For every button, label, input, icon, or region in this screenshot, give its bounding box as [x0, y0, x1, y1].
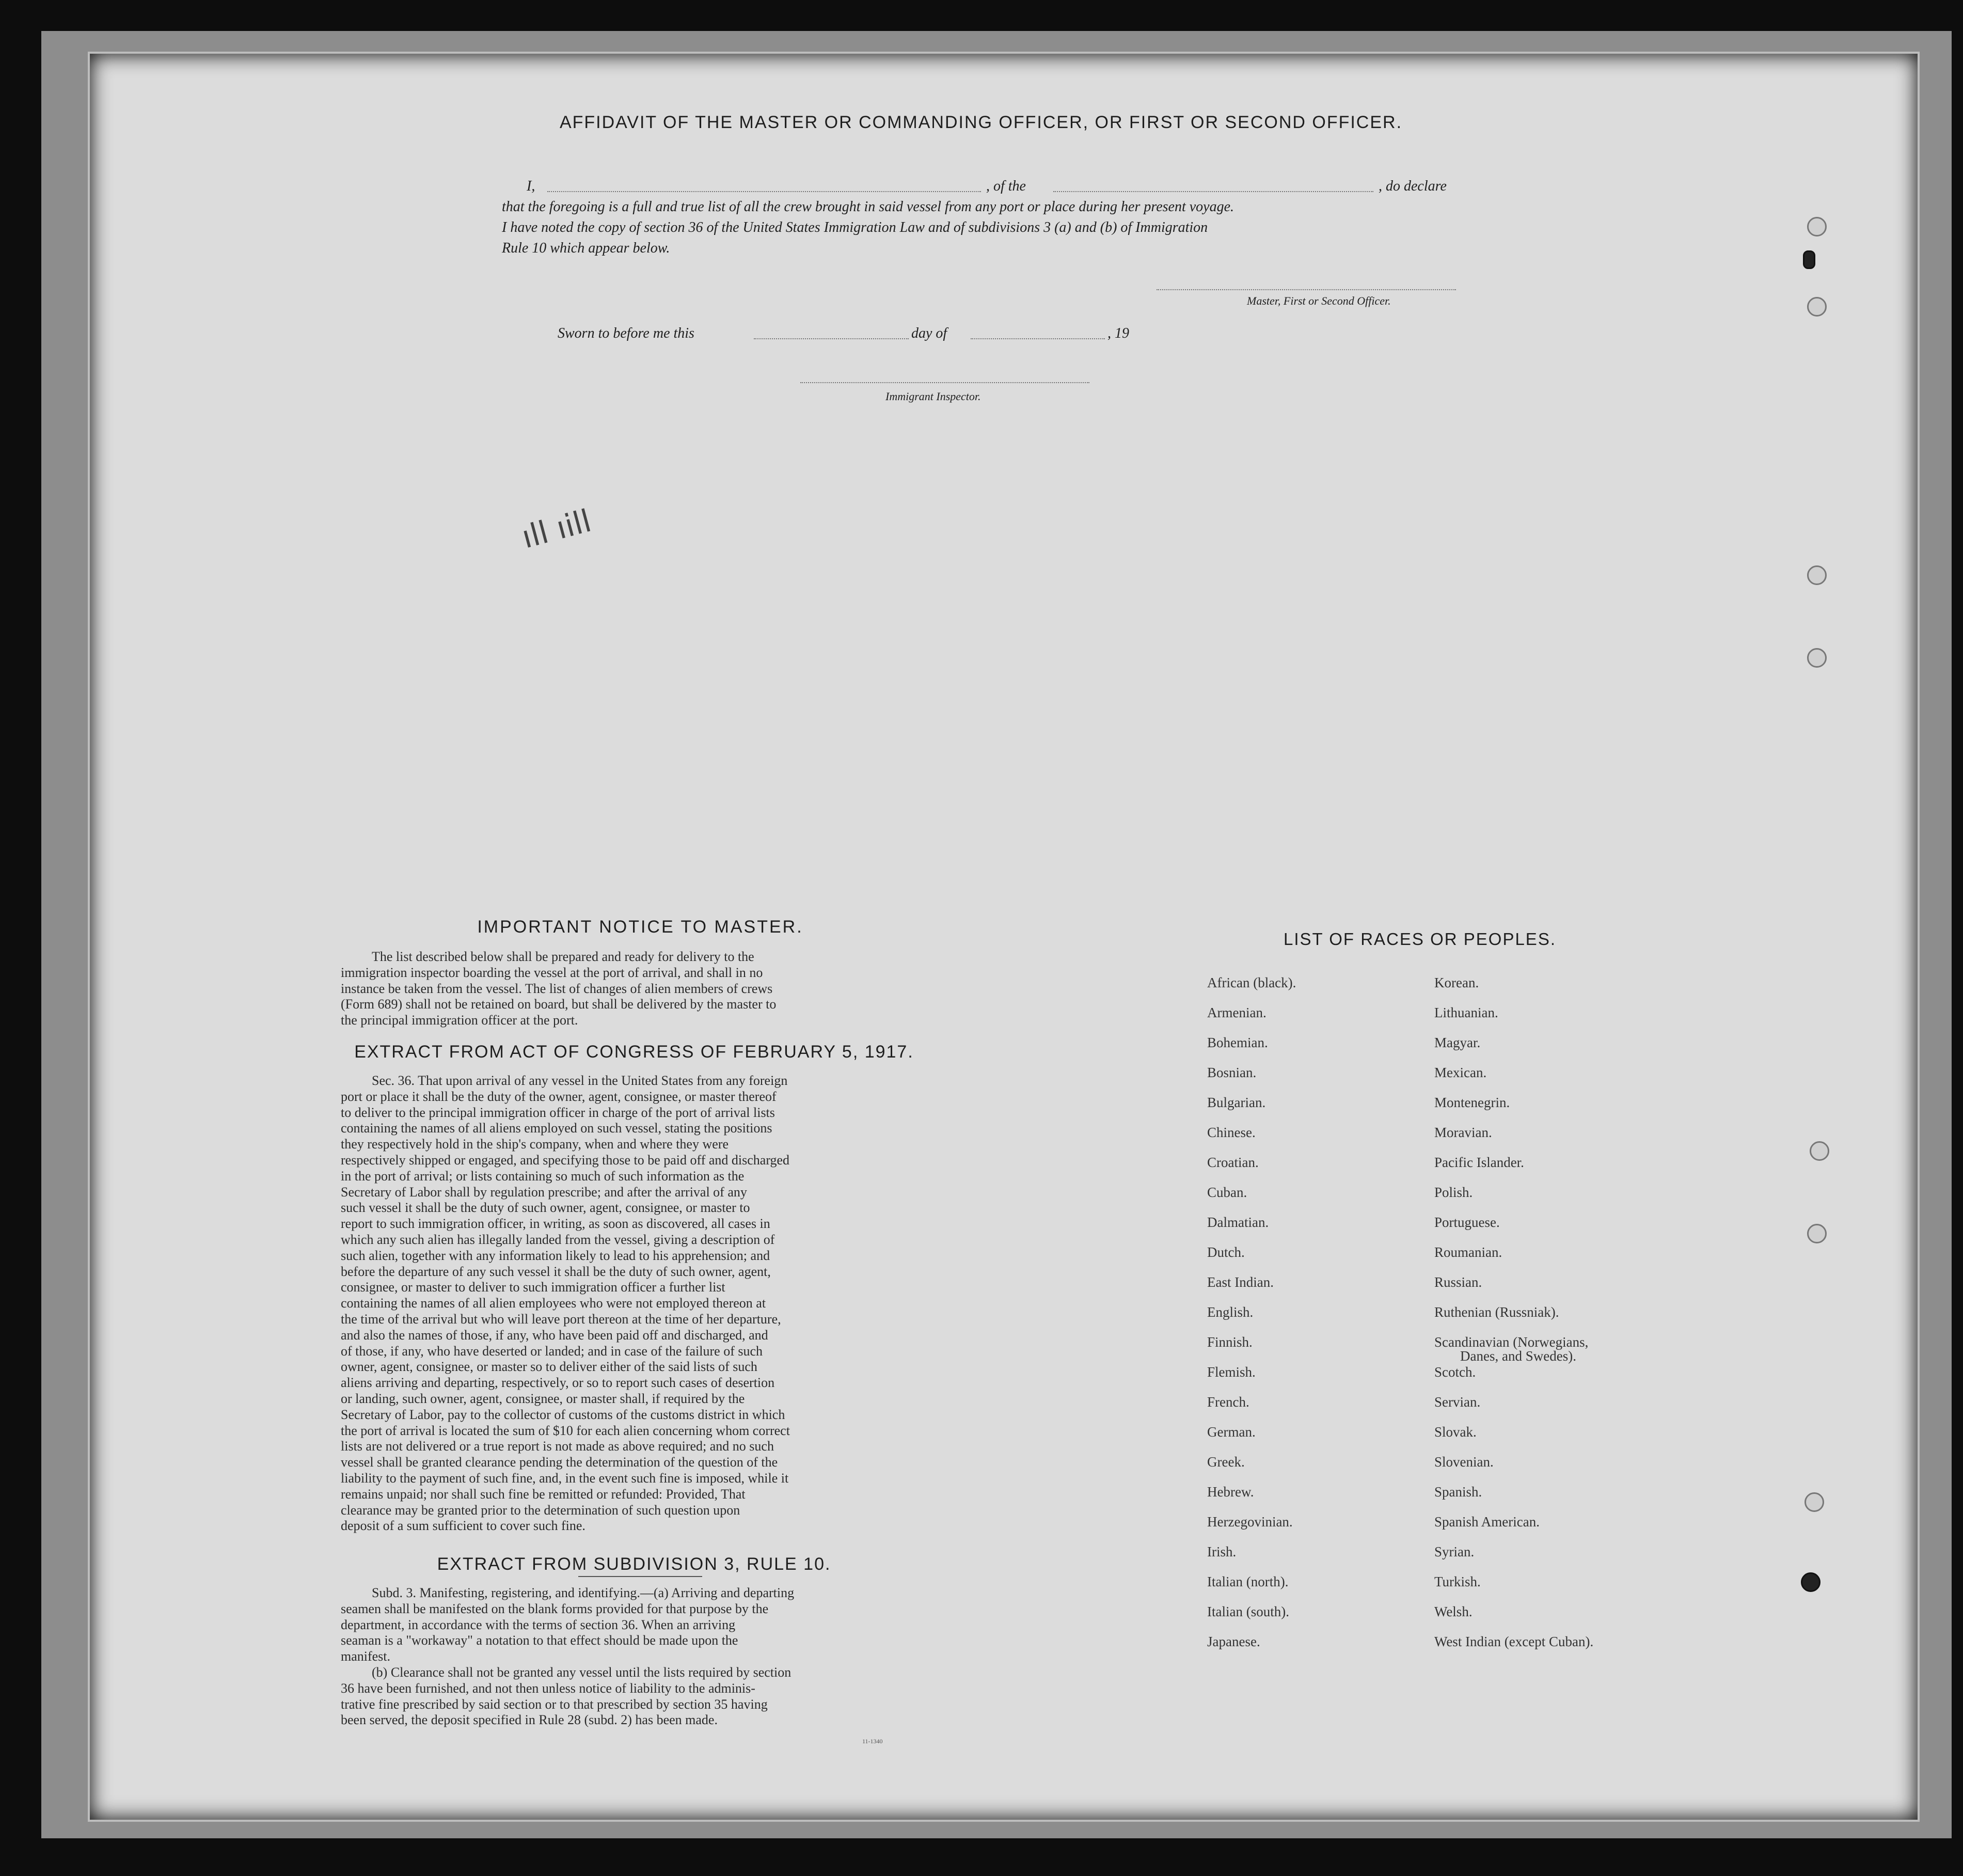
- text-line: (b) Clearance shall not be granted any vessel until the lists required by section: [372, 1664, 791, 1680]
- text-line: and also the names of those, if any, who have been paid off and discharged, and: [341, 1327, 768, 1343]
- text-line: owner, agent, consignee, or master so to deliver either of the said lists of such: [341, 1359, 757, 1375]
- text-line: trative fine prescribed by said section or to that prescribed by section 35 having: [341, 1696, 768, 1712]
- extract-act-title: EXTRACT FROM ACT OF CONGRESS OF FEBRUARY 5, 1917.: [354, 1042, 914, 1062]
- race-label: Mexican.: [1434, 1065, 1487, 1080]
- text-line: containing the names of all aliens employed on such vessel, stating the positions: [341, 1121, 772, 1136]
- notice-body: [341, 949, 927, 1029]
- race-item: [1434, 1484, 1661, 1514]
- punch-hole: [1810, 1141, 1829, 1161]
- text-line: remains unpaid; nor shall such fine be remitted or refunded: Provided, That: [341, 1486, 746, 1502]
- race-label: Dutch.: [1207, 1244, 1245, 1260]
- year-text: , 19: [1107, 325, 1129, 341]
- text-line: vessel shall be granted clearance pending the determination of the question of the: [341, 1455, 778, 1470]
- race-item: [1434, 1454, 1661, 1484]
- text-line: they respectively hold in the ship's company, when and where they were: [341, 1137, 729, 1152]
- text-line: Secretary of Labor shall by regulation prescribe; and after the arrival of any: [341, 1184, 747, 1200]
- race-label: Japanese.: [1207, 1634, 1260, 1649]
- race-label: Magyar.: [1434, 1035, 1481, 1050]
- race-item: [1207, 1394, 1424, 1424]
- title-underline: [578, 1576, 702, 1577]
- race-label: Servian.: [1434, 1394, 1481, 1410]
- race-item: [1207, 1005, 1424, 1035]
- inspector-signature-line[interactable]: [800, 382, 1089, 383]
- text-line: seamen shall be manifested on the blank forms provided for that purpose by the: [341, 1601, 769, 1616]
- text-line: the port of arrival is located the sum of $10 for each alien concerning whom correct: [341, 1423, 790, 1438]
- race-item: [1434, 1274, 1661, 1304]
- race-label: Portuguese.: [1434, 1215, 1500, 1230]
- text-line: before the departure of any such vessel it shall be the duty of such owner, agent,: [341, 1264, 771, 1279]
- race-item: [1207, 1334, 1424, 1364]
- race-label: African (black).: [1207, 975, 1296, 990]
- text-line: department, in accordance with the terms of section 36. When an arriving: [341, 1617, 736, 1632]
- punch-hole: [1807, 648, 1827, 668]
- race-label: English.: [1207, 1304, 1254, 1320]
- race-item: [1207, 1065, 1424, 1095]
- race-item: [1434, 1185, 1661, 1215]
- punch-hole: [1803, 250, 1815, 269]
- text-line: such vessel it shall be the duty of such owner, agent, consignee, or master to: [341, 1200, 750, 1216]
- race-label-continued: Danes, and Swedes).: [1460, 1348, 1576, 1364]
- race-item: [1434, 1424, 1661, 1454]
- race-label: Pacific Islander.: [1434, 1155, 1524, 1170]
- race-item: [1207, 1604, 1424, 1634]
- master-signature-line[interactable]: [1157, 289, 1456, 290]
- text-line: lists are not delivered or a true report is not made as above required; and no such: [341, 1439, 774, 1454]
- text-line: port or place it shall be the duty of the owner, agent, consignee, or master thereof: [341, 1089, 777, 1104]
- text-line: report to such immigration officer, in writing, as soon as discovered, all cases in: [341, 1216, 770, 1232]
- extract-act-body: [341, 1073, 927, 1534]
- race-item: [1207, 1454, 1424, 1484]
- races-left-column: [1207, 975, 1424, 1664]
- race-label: Italian (south).: [1207, 1604, 1289, 1619]
- race-label: Herzegovinian.: [1207, 1514, 1293, 1530]
- races-title: LIST OF RACES OR PEOPLES.: [1283, 929, 1557, 949]
- punch-hole: [1807, 297, 1827, 317]
- text-line: 36 have been furnished, and not then unless notice of liability to the adminis-: [341, 1680, 755, 1696]
- race-label: Roumanian.: [1434, 1244, 1502, 1260]
- race-item: [1207, 1095, 1424, 1125]
- extract-rule-title: EXTRACT FROM SUBDIVISION 3, RULE 10.: [437, 1554, 831, 1574]
- race-label: Montenegrin.: [1434, 1095, 1510, 1110]
- race-label: Hebrew.: [1207, 1484, 1254, 1500]
- text-line: Subd. 3. Manifesting, registering, and identifying.—(a) Arriving and departing: [372, 1585, 795, 1600]
- notice-line: immigration inspector boarding the vessel at the port of arrival, and shall in no: [341, 965, 763, 980]
- race-item: [1434, 1304, 1661, 1334]
- race-label: Finnish.: [1207, 1334, 1253, 1350]
- race-item: [1434, 1125, 1661, 1155]
- race-item: [1207, 975, 1424, 1005]
- race-label: Russian.: [1434, 1274, 1482, 1290]
- races-right-column: [1434, 975, 1661, 1664]
- text-line: deposit of a sum sufficient to cover such fine.: [341, 1518, 585, 1534]
- day-field[interactable]: [754, 338, 909, 339]
- notice-line: the principal immigration officer at the port.: [341, 1013, 578, 1028]
- race-item: [1434, 1574, 1661, 1604]
- race-item: [1434, 1604, 1661, 1634]
- race-item: [1207, 1514, 1424, 1544]
- race-item: [1207, 1484, 1424, 1514]
- race-item: [1207, 1364, 1424, 1394]
- race-label: East Indian.: [1207, 1274, 1274, 1290]
- text-line: consignee, or master to deliver to such immigration officer a further list: [341, 1280, 725, 1295]
- race-label: Scotch.: [1434, 1364, 1476, 1380]
- race-label: Korean.: [1434, 975, 1479, 990]
- text-line: liability to the payment of such fine, and, in the event such fine is imposed, while it: [341, 1470, 789, 1486]
- race-label: Ruthenian (Russniak).: [1434, 1304, 1559, 1320]
- notice-line: The list described below shall be prepared and ready for delivery to the: [372, 949, 754, 964]
- notice-line: instance be taken from the vessel. The list of changes of alien members of crews: [341, 981, 773, 996]
- text-line: such alien, together with any information likely to lead to his apprehension; and: [341, 1248, 770, 1263]
- race-item: [1434, 1544, 1661, 1574]
- race-item: [1434, 1334, 1661, 1364]
- notice-line: (Form 689) shall not be retained on board, but shall be delivered by the master to: [341, 997, 777, 1012]
- race-item: [1207, 1244, 1424, 1274]
- race-label: Bulgarian.: [1207, 1095, 1266, 1110]
- text-line: or landing, such owner, agent, consignee, or master shall, if required by the: [341, 1391, 745, 1406]
- race-item: [1207, 1155, 1424, 1185]
- vessel-field[interactable]: [1053, 191, 1373, 192]
- race-item: [1434, 1005, 1661, 1035]
- text-line: respectively shipped or engaged, and specifying those to be paid off and discharged: [341, 1152, 790, 1168]
- race-item: [1207, 1215, 1424, 1244]
- race-label: Italian (north).: [1207, 1574, 1289, 1589]
- punch-hole: [1807, 565, 1827, 585]
- ink-mark: ıll ıill: [518, 502, 595, 556]
- month-field[interactable]: [971, 338, 1105, 339]
- text-line: seaman is a "workaway" a notation to that effect should be made upon the: [341, 1633, 738, 1648]
- race-label: Chinese.: [1207, 1125, 1256, 1140]
- text-line: aliens arriving and departing, respectively, or so to report such cases of desertion: [341, 1375, 775, 1391]
- text-line: Sec. 36. That upon arrival of any vessel in the United States from any foreign: [372, 1073, 788, 1088]
- text-line: containing the names of all alien employees who were not employed thereon at: [341, 1296, 766, 1311]
- race-item: [1207, 1424, 1424, 1454]
- race-label: Slovak.: [1434, 1424, 1477, 1440]
- race-label: French.: [1207, 1394, 1249, 1410]
- race-label: Syrian.: [1434, 1544, 1475, 1559]
- text-line: which any such alien has illegally landed from the vessel, giving a description of: [341, 1232, 775, 1247]
- race-item: [1434, 1065, 1661, 1095]
- affidavit-i: I,: [527, 178, 535, 194]
- race-label: German.: [1207, 1424, 1256, 1440]
- master-caption: Master, First or Second Officer.: [1247, 294, 1391, 307]
- affidavit-line2: that the foregoing is a full and true list of all the crew brought in said vessel from any port or place during her present voyage.: [502, 199, 1234, 215]
- race-label: Scandinavian (Norwegians,: [1434, 1334, 1589, 1350]
- sworn-text: Sworn to before me this: [558, 325, 694, 341]
- text-line: Secretary of Labor, pay to the collector of customs of the customs district in which: [341, 1407, 785, 1422]
- race-item: [1207, 1574, 1424, 1604]
- notice-title: IMPORTANT NOTICE TO MASTER.: [477, 917, 803, 937]
- race-item: [1434, 1364, 1661, 1394]
- race-label: Croatian.: [1207, 1155, 1259, 1170]
- race-item: [1207, 1304, 1424, 1334]
- affidavit-title: AFFIDAVIT OF THE MASTER OR COMMANDING OFFICER, OR FIRST OR SECOND OFFICER.: [559, 113, 1403, 132]
- race-label: West Indian (except Cuban).: [1434, 1634, 1594, 1649]
- race-item: [1434, 1244, 1661, 1274]
- text-line: the time of the arrival but who will leave port thereon at the time of her departure,: [341, 1311, 781, 1327]
- race-item: [1434, 1035, 1661, 1065]
- race-label: Greek.: [1207, 1454, 1245, 1470]
- punch-hole: [1801, 1572, 1820, 1592]
- race-label: Bosnian.: [1207, 1065, 1257, 1080]
- race-item: [1434, 975, 1661, 1005]
- race-label: Flemish.: [1207, 1364, 1256, 1380]
- race-label: Polish.: [1434, 1185, 1473, 1200]
- race-label: Bohemian.: [1207, 1035, 1268, 1050]
- text-line: to deliver to the principal immigration officer in charge of the port of arrival lists: [341, 1105, 775, 1120]
- affidavit-declare: , do declare: [1379, 178, 1447, 194]
- race-label: Dalmatian.: [1207, 1215, 1269, 1230]
- punch-hole: [1807, 1224, 1827, 1243]
- race-label: Lithuanian.: [1434, 1005, 1498, 1020]
- name-field[interactable]: [547, 191, 981, 192]
- race-label: Spanish American.: [1434, 1514, 1540, 1530]
- race-label: Armenian.: [1207, 1005, 1267, 1020]
- text-line: of those, if any, who have deserted or landed; and in case of the failure of such: [341, 1343, 763, 1359]
- race-item: [1434, 1095, 1661, 1125]
- day-of-text: day of: [911, 325, 947, 341]
- race-item: [1434, 1215, 1661, 1244]
- affidavit-of-the: , of the: [986, 178, 1026, 194]
- race-label: Slovenian.: [1434, 1454, 1494, 1470]
- punch-hole: [1804, 1492, 1824, 1512]
- inspector-caption: Immigrant Inspector.: [885, 390, 981, 403]
- race-item: [1207, 1125, 1424, 1155]
- form-number: 11-1340: [862, 1738, 883, 1745]
- affidavit-line3: I have noted the copy of section 36 of the United States Immigration Law and of subdivisions 3 (a) and (b) of Immigration: [502, 219, 1208, 235]
- race-label: Cuban.: [1207, 1185, 1247, 1200]
- race-label: Moravian.: [1434, 1125, 1492, 1140]
- text-line: in the port of arrival; or lists containing so much of such information as the: [341, 1168, 745, 1184]
- race-item: [1207, 1274, 1424, 1304]
- race-label: Welsh.: [1434, 1604, 1473, 1619]
- text-line: clearance may be granted prior to the determination of such question upon: [341, 1502, 740, 1518]
- race-item: [1434, 1634, 1661, 1664]
- race-label: Irish.: [1207, 1544, 1237, 1559]
- race-item: [1434, 1155, 1661, 1185]
- race-item: [1207, 1035, 1424, 1065]
- race-label: Spanish.: [1434, 1484, 1482, 1500]
- race-item: [1207, 1544, 1424, 1574]
- extract-rule-body: [341, 1585, 927, 1728]
- affidavit-line4: Rule 10 which appear below.: [502, 240, 670, 256]
- text-line: manifest.: [341, 1649, 391, 1664]
- race-label: Turkish.: [1434, 1574, 1481, 1589]
- race-item: [1207, 1634, 1424, 1664]
- race-item: [1434, 1514, 1661, 1544]
- text-line: been served, the deposit specified in Rule 28 (subd. 2) has been made.: [341, 1712, 718, 1728]
- race-item: [1207, 1185, 1424, 1215]
- race-item: [1434, 1394, 1661, 1424]
- punch-hole: [1807, 217, 1827, 237]
